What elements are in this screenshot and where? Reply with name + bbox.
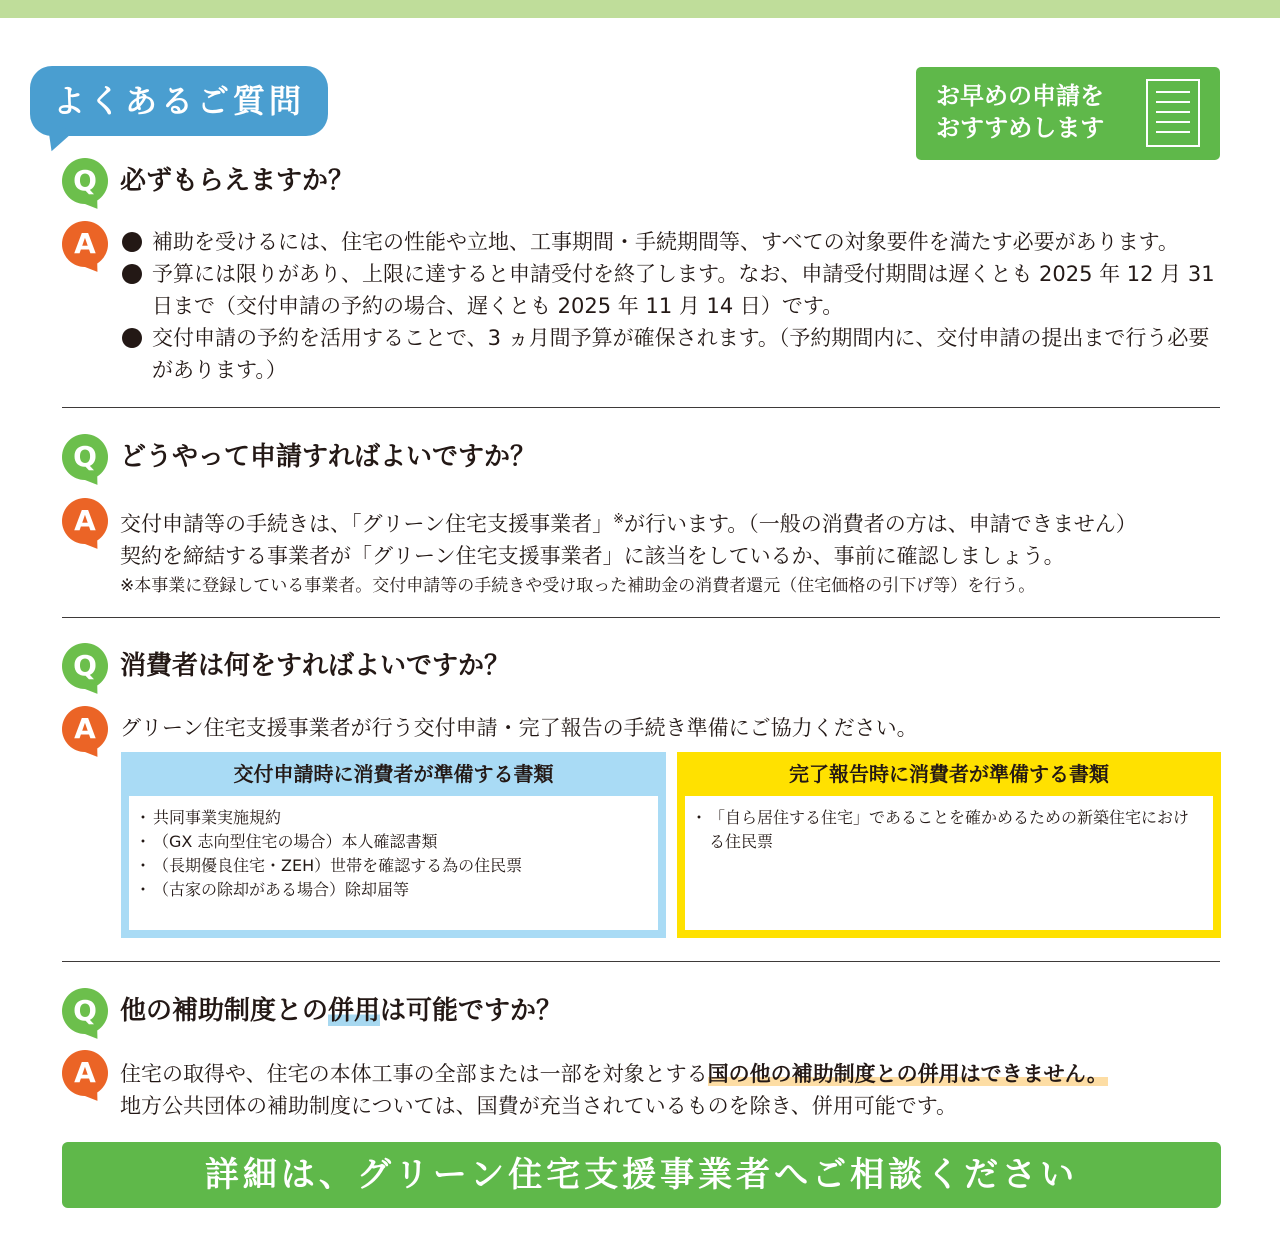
faq4-question: 他の補助制度との併用は可能ですか？: [120, 996, 563, 1026]
early-application-line-1: お早めの申請を: [936, 82, 1104, 110]
a-badge-icon: A: [62, 498, 108, 544]
faq2-answer-line-2: 契約を締結する事業者が「グリーン住宅支援事業者」に該当をしているか、事前に確認しましょう。: [120, 544, 1065, 568]
q-badge-icon: Q: [62, 988, 108, 1034]
q-badge-icon: Q: [62, 158, 108, 204]
document-icon: [1146, 79, 1200, 147]
panel-title: 完了報告時に消費者が準備する書類: [789, 762, 1109, 786]
divider: [62, 961, 1220, 962]
a-badge-icon: A: [62, 706, 108, 752]
document-item: ・ （GX 志向型住宅の場合）本人確認書類: [139, 830, 648, 854]
a-badge-icon: A: [62, 1050, 108, 1096]
faq2-answer: [120, 504, 1220, 600]
divider: [62, 617, 1220, 618]
faq2-answer-line-1: 交付申請等の手続きは、「グリーン住宅支援事業者」※が行います。（一般の消費者の方は、申請できません）: [120, 512, 1137, 536]
faq3-answer: グリーン住宅支援事業者が行う交付申請・完了報告の手続き準備にご協力ください。: [120, 716, 918, 740]
bullet-dot-icon: [122, 264, 142, 284]
faq-heading: よくあるご質問: [30, 66, 328, 136]
faq4-answer-line-2: 地方公共団体の補助制度については、国費が充当されているものを除き、併用可能です。: [120, 1094, 958, 1118]
top-accent-bar: [0, 0, 1280, 18]
faq1-answer: [120, 226, 1220, 386]
q-badge-icon: Q: [62, 643, 108, 689]
panel-body: [685, 796, 1213, 930]
faq1-bullet: 補助を受けるには、住宅の性能や立地、工事期間・手続期間等、すべての対象要件を満たす必要があります。: [120, 226, 1220, 258]
document-item: ・ （古家の除却がある場合）除却届等: [139, 878, 648, 902]
bullet-dot-icon: [122, 328, 142, 348]
faq1-question: 必ずもらえますか？: [120, 166, 355, 196]
completion-documents-panel: [677, 752, 1221, 938]
early-application-notice: [916, 67, 1220, 160]
panel-body: [129, 796, 658, 930]
early-application-line-2: おすすめします: [936, 114, 1105, 142]
faq1-bullet: 予算には限りがあり、上限に達すると申請受付を終了します。なお、申請受付期間は遅くとも 2025 年 12 月 31 日まで（交付申請の予約の場合、遅くとも 2025 年 11 月 14 日）です。: [120, 258, 1220, 322]
document-item: ・ 共同事業実施規約: [139, 806, 648, 830]
faq2-question: どうやって申請すればよいですか？: [120, 442, 537, 472]
document-item: ・ 「自ら居住する住宅」であることを確かめるための新築住宅における住民票: [695, 806, 1203, 854]
bullet-dot-icon: [122, 232, 142, 252]
faq4-answer-line-1: 住宅の取得や、住宅の本体工事の全部または一部を対象とする国の他の補助制度との併用はできません。: [120, 1062, 1108, 1086]
q-badge-icon: Q: [62, 434, 108, 480]
faq4-answer: [120, 1058, 1220, 1122]
early-application-text: [936, 80, 1136, 144]
faq2-footnote: ※本事業に登録している事業者。交付申請等の手続きや受け取った補助金の消費者還元（住宅価格の引下げ等）を行う。: [120, 576, 1036, 596]
panel-title: 交付申請時に消費者が準備する書類: [233, 762, 554, 786]
document-item: ・ （長期優良住宅・ZEH）世帯を確認する為の住民票: [139, 854, 648, 878]
divider: [62, 407, 1220, 408]
faq1-bullet: 交付申請の予約を活用することで、3 ヵ月間予算が確保されます。（予約期間内に、交付申請の提出まで行う必要があります。）: [120, 322, 1220, 386]
application-documents-panel: [121, 752, 666, 938]
consultation-banner: 詳細は、グリーン住宅支援事業者へご相談ください: [62, 1142, 1221, 1208]
a-badge-icon: A: [62, 221, 108, 267]
faq3-question: 消費者は何をすればよいですか？: [120, 651, 511, 681]
